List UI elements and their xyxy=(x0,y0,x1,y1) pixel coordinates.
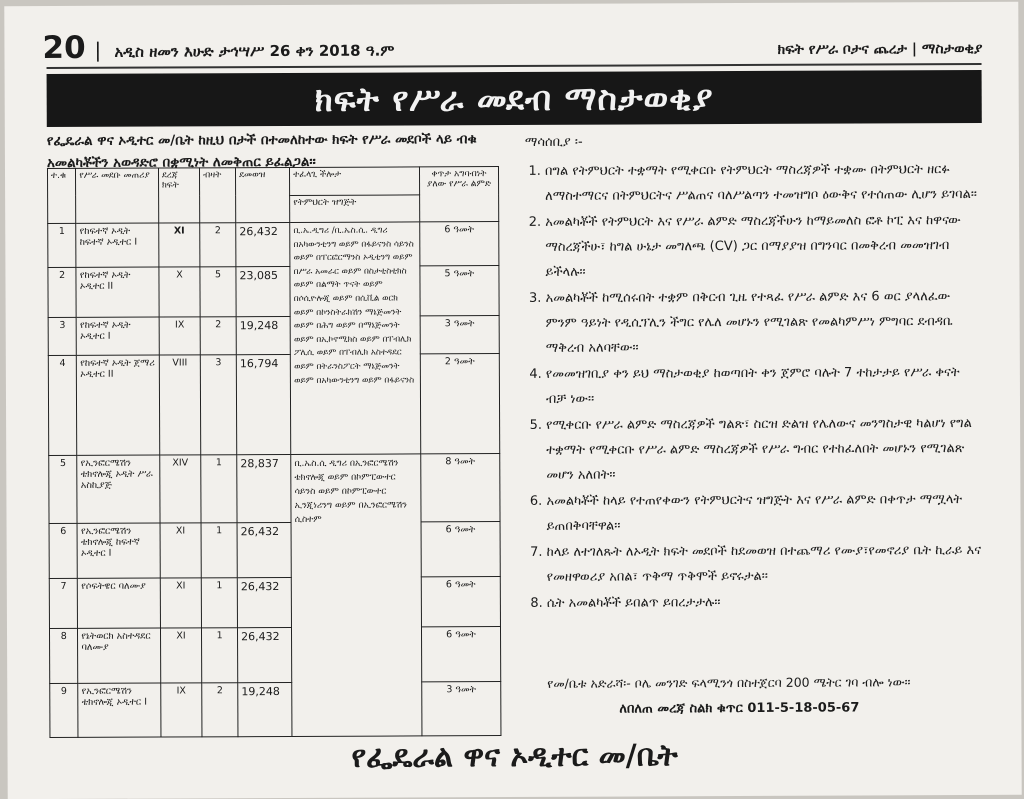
row-experience: 3 ዓመት xyxy=(422,682,501,736)
table-header-row xyxy=(47,167,498,196)
table-row xyxy=(50,682,501,738)
note-item: 7. ከላይ ለተገለጹት ለኦዲት ክፍት መደቦች ከደመወዝ በተጨማሪ የሙያ፣የመኖሪያ ቤት ኪራይ እና የመዘዋወሪያ አበል፣ ጥቅማ ጥቅሞች ይኖሩታል፡፡ xyxy=(547,538,985,590)
header-experience: ቀጥታ አግባብነት ያለው የሥራ ልምድ xyxy=(419,167,498,222)
row-salary: 23,085 xyxy=(236,266,290,316)
row-salary: 26,432 xyxy=(236,222,290,266)
row-number: 9 xyxy=(50,683,79,737)
row-experience: 6 ዓመት xyxy=(421,627,500,682)
table-row xyxy=(48,354,499,456)
row-level: XI xyxy=(160,578,201,628)
row-title: የኢንፎርሜሽን ቴክኖሎጂ ኦዲት ሥራ አስኪያጅ xyxy=(77,455,160,523)
row-level: XI xyxy=(159,223,200,267)
vacancy-table-container xyxy=(47,166,501,738)
row-title: የከፍተኛ ኦዲት ኦዲተር I xyxy=(77,317,160,355)
header-salary: ደመወዝ xyxy=(236,167,290,222)
intro-text: የፌዴራል ዋና ኦዲተር መ/ቤት ከዚህ በታች በተመለከተው ክፍት የሥራ መደቦች ላይ ብቁ አመልካቾችን አወዳድሮ በቋሚነት ለመቅጠር ይፈልጋል፡፡ xyxy=(46,131,477,172)
header-rule xyxy=(47,63,982,69)
row-title: የሶፍትዌር ባለሙያ xyxy=(78,578,161,628)
row-level: VIII xyxy=(159,355,201,455)
header-qualification: ተፈላጊ ችሎታ xyxy=(290,167,420,195)
note-item: 4. የመመዝገቢያ ቀን ይህ ማስታወቂያ ከወጣበት ቀን ጀምሮ ባሉት 7 ተከታታይ የሥራ ቀናት ብቻ ነው፡፡ xyxy=(546,360,984,412)
table-row xyxy=(48,316,499,356)
note-item: 1. በግል የትምህርት ተቋማት የሚቀርቡ የትምህርት ማስረጃዎች ተቋሙ በትምህርት ዘርፉ ለማስተማርና በትምህርትና ሥልጠና ባለሥልጣን ተመዝግቦ ዕውቅና የተሰጠው ሊሆን ይገባል፡፡ xyxy=(545,157,983,209)
table-row xyxy=(49,522,500,579)
row-quantity: 1 xyxy=(202,628,238,683)
row-number: 6 xyxy=(49,523,78,578)
table-row xyxy=(48,266,499,318)
vacancy-table xyxy=(47,166,501,738)
office-address: የመ/ቤቱ አድራሻ፡- ቦሌ መንገድ ፍላሚንጎ በስተጀርባ 200 ሜትር ገባ ብሎ ነው፡፡ xyxy=(547,674,911,691)
table-row xyxy=(49,627,500,684)
row-number: 7 xyxy=(49,578,78,628)
row-salary: 19,248 xyxy=(236,316,290,354)
note-item: 2. አመልካቾች የትምህርት እና የሥራ ልምድ ማስረጃችሁን ከማይመለስ ፎቶ ኮፒ እና ከዋናው ማስረጃችሁ፣ ከግል ሁኔታ መግለጫ (CV) ጋር በማያያዝ በግንባር በመቅረብ መመዝገብ ይችላሉ፡፡ xyxy=(545,208,983,285)
row-salary: 28,837 xyxy=(237,454,291,522)
notes-section xyxy=(525,128,985,617)
row-title: የከፍተኛ ኦዲት ጀማሪ ኦዲተር II xyxy=(77,355,160,455)
notes-label: ማሳሰቢያ ፡- xyxy=(524,134,583,150)
header-quantity: ብዛት xyxy=(200,168,236,223)
row-quantity: 5 xyxy=(200,267,236,317)
row-title: የኢንፎርሜሽን ቴክኖሎጂ ኦዲተር I xyxy=(78,683,161,737)
row-title: የከፍተኛ ኦዲት ኦዲተር II xyxy=(76,267,159,317)
row-quantity: 1 xyxy=(201,523,237,578)
row-number: 3 xyxy=(48,317,77,355)
row-title: የኔትወርክ አስተዳደር ባለሙያ xyxy=(78,628,161,683)
row-number: 5 xyxy=(49,455,78,523)
row-level: IX xyxy=(161,683,203,737)
note-item: 8. ሴት አመልካቾች ይበልጥ ይበረታታሉ፡፡ xyxy=(547,589,985,616)
row-salary: 26,432 xyxy=(237,577,291,627)
phone-number: ለበለጠ መረጃ ስልክ ቁጥር 011-5-18-05-67 xyxy=(619,700,860,717)
publication-info: አዲስ ዘመን እሁድ ታኅሣሥ 26 ቀን 2018 ዓ.ም xyxy=(114,41,395,61)
row-salary: 16,794 xyxy=(236,354,291,454)
note-item: 3. አመልካቾች ከሚሰሩበት ተቋም በቅርብ ጊዜ የተጻፈ የሥራ ልምድ እና 6 ወር ያላለፈው ምንም ዓይነት የዲሲፕሊን ችግር የሌለ መሆኑን የሚገልጽ የመልካምሥነ ምግባር ደብዳቤ ማቅረብ አለባቸው፡፡ xyxy=(546,284,984,361)
issuer-name: የፌዴራል ዋና ኦዲተር መ/ቤት xyxy=(351,738,678,775)
row-experience: 3 ዓመት xyxy=(420,316,499,354)
row-quantity: 1 xyxy=(201,455,237,523)
vacancy-banner: ክፍት የሥራ መደብ ማስታወቂያ xyxy=(47,70,982,127)
row-number: 1 xyxy=(48,223,77,267)
section-label: ክፍት የሥራ ቦታና ጨረታ | ማስታወቂያ xyxy=(777,40,983,58)
row-quantity: 2 xyxy=(200,317,236,355)
row-number: 2 xyxy=(48,267,77,317)
row-number: 4 xyxy=(48,355,77,455)
header-number: ተ.ቁ xyxy=(47,168,76,223)
header-title: የሥራ መደቡ መጠሪያ xyxy=(76,168,159,223)
row-quantity: 1 xyxy=(201,578,237,628)
row-salary: 26,432 xyxy=(237,522,291,577)
table-row xyxy=(49,454,500,524)
row-experience: 6 ዓመት xyxy=(421,577,500,627)
notes-list xyxy=(525,157,985,616)
row-quantity: 3 xyxy=(200,355,236,455)
row-experience: 2 ዓመት xyxy=(420,354,500,454)
row-number: 8 xyxy=(49,628,78,683)
page-header xyxy=(42,29,983,67)
row-level: XI xyxy=(160,523,202,578)
page-number: 20 xyxy=(42,29,86,67)
note-item: 5. የሚቀርቡ የሥራ ልምድ ማስረጃዎች ግልጽ፣ ስርዝ ድልዝ የሌለውና መንግስታዊ ካልሆነ የግል ተቋማት የሚቀርቡ የሥራ ልምድ ማስረጃዎች የሥራ ግብር የተከፈለበት መሆኑን የሚገልጽ መሆን አለበት፡፡ xyxy=(546,411,984,488)
qualification-group-2: ቢ.ኤስ.ሲ ዲግሪ በኢንፎርሜሽን ቴክኖሎጂ ወይም በኮምፒውተር ሳይንስ ወይም በኮምፒውተር ኢንጂነሪንግ ወይም በኢንፎርሜሽን ሲስተም xyxy=(291,454,422,737)
table-row xyxy=(48,222,499,268)
row-title: የከፍተኛ ኦዲት ከፍተኛ ኦዲተር I xyxy=(76,223,159,267)
row-level: X xyxy=(159,267,200,317)
header-education: የትምህርት ዝግጅት xyxy=(290,194,420,222)
row-level: XIV xyxy=(160,455,202,523)
row-salary: 26,432 xyxy=(238,627,292,682)
row-quantity: 2 xyxy=(200,223,236,267)
newspaper-page xyxy=(4,2,1021,799)
row-experience: 8 ዓመት xyxy=(421,454,500,522)
table-row xyxy=(49,577,500,629)
row-salary: 19,248 xyxy=(238,682,292,736)
row-experience: 6 ዓመት xyxy=(421,522,500,577)
qualification-group-1: ቢ.ኤ.ዲግሪ /ቢ.ኤስ.ሲ. ዲግሪ በአካውንቲንግ ወይም በፋይናንስ ሳይንስ ወይም በፐርፎርማንስ ኦዲቲንግ ወይም በሥራ አመራር ወይም በስታቲስቲክስ ወይም በልማት ጥናት ወይም በሶሲዮሎጂ ወይም በሲቪል ወርክ ወይም በኮንስትራክሽን ማኔጅመንት ወይም በሕግ ወይም በማኔጅመንት ወይም በኢኮኖሚክስ ወይም በፐብሊክ ፖሊሲ ወይም በፐብሊክ አስተዳደር ወይም በትራንስፖርት ማኔጅመንት ወይም በአካውንቲንግ ወይም በፋይናንስ xyxy=(290,222,421,455)
row-level: IX xyxy=(159,317,200,355)
header-separator: | xyxy=(94,37,102,62)
row-quantity: 2 xyxy=(202,683,238,737)
row-title: የኢንፎርሜሽን ቴክኖሎጂ ከፍተኛ ኦዲተር I xyxy=(77,523,160,578)
header-level: ደረጃ ክፍት xyxy=(158,168,200,223)
note-item: 6. አመልካቾች ከላይ የተጠየቀውን የትምህርትና ዝግጅት እና የሥራ ልምድ በቀጥታ ማሟላት ይጠበቅባቸዋል፡፡ xyxy=(546,487,984,539)
row-experience: 5 ዓመት xyxy=(420,266,499,316)
row-level: XI xyxy=(160,628,202,683)
row-experience: 6 ዓመት xyxy=(420,222,499,266)
